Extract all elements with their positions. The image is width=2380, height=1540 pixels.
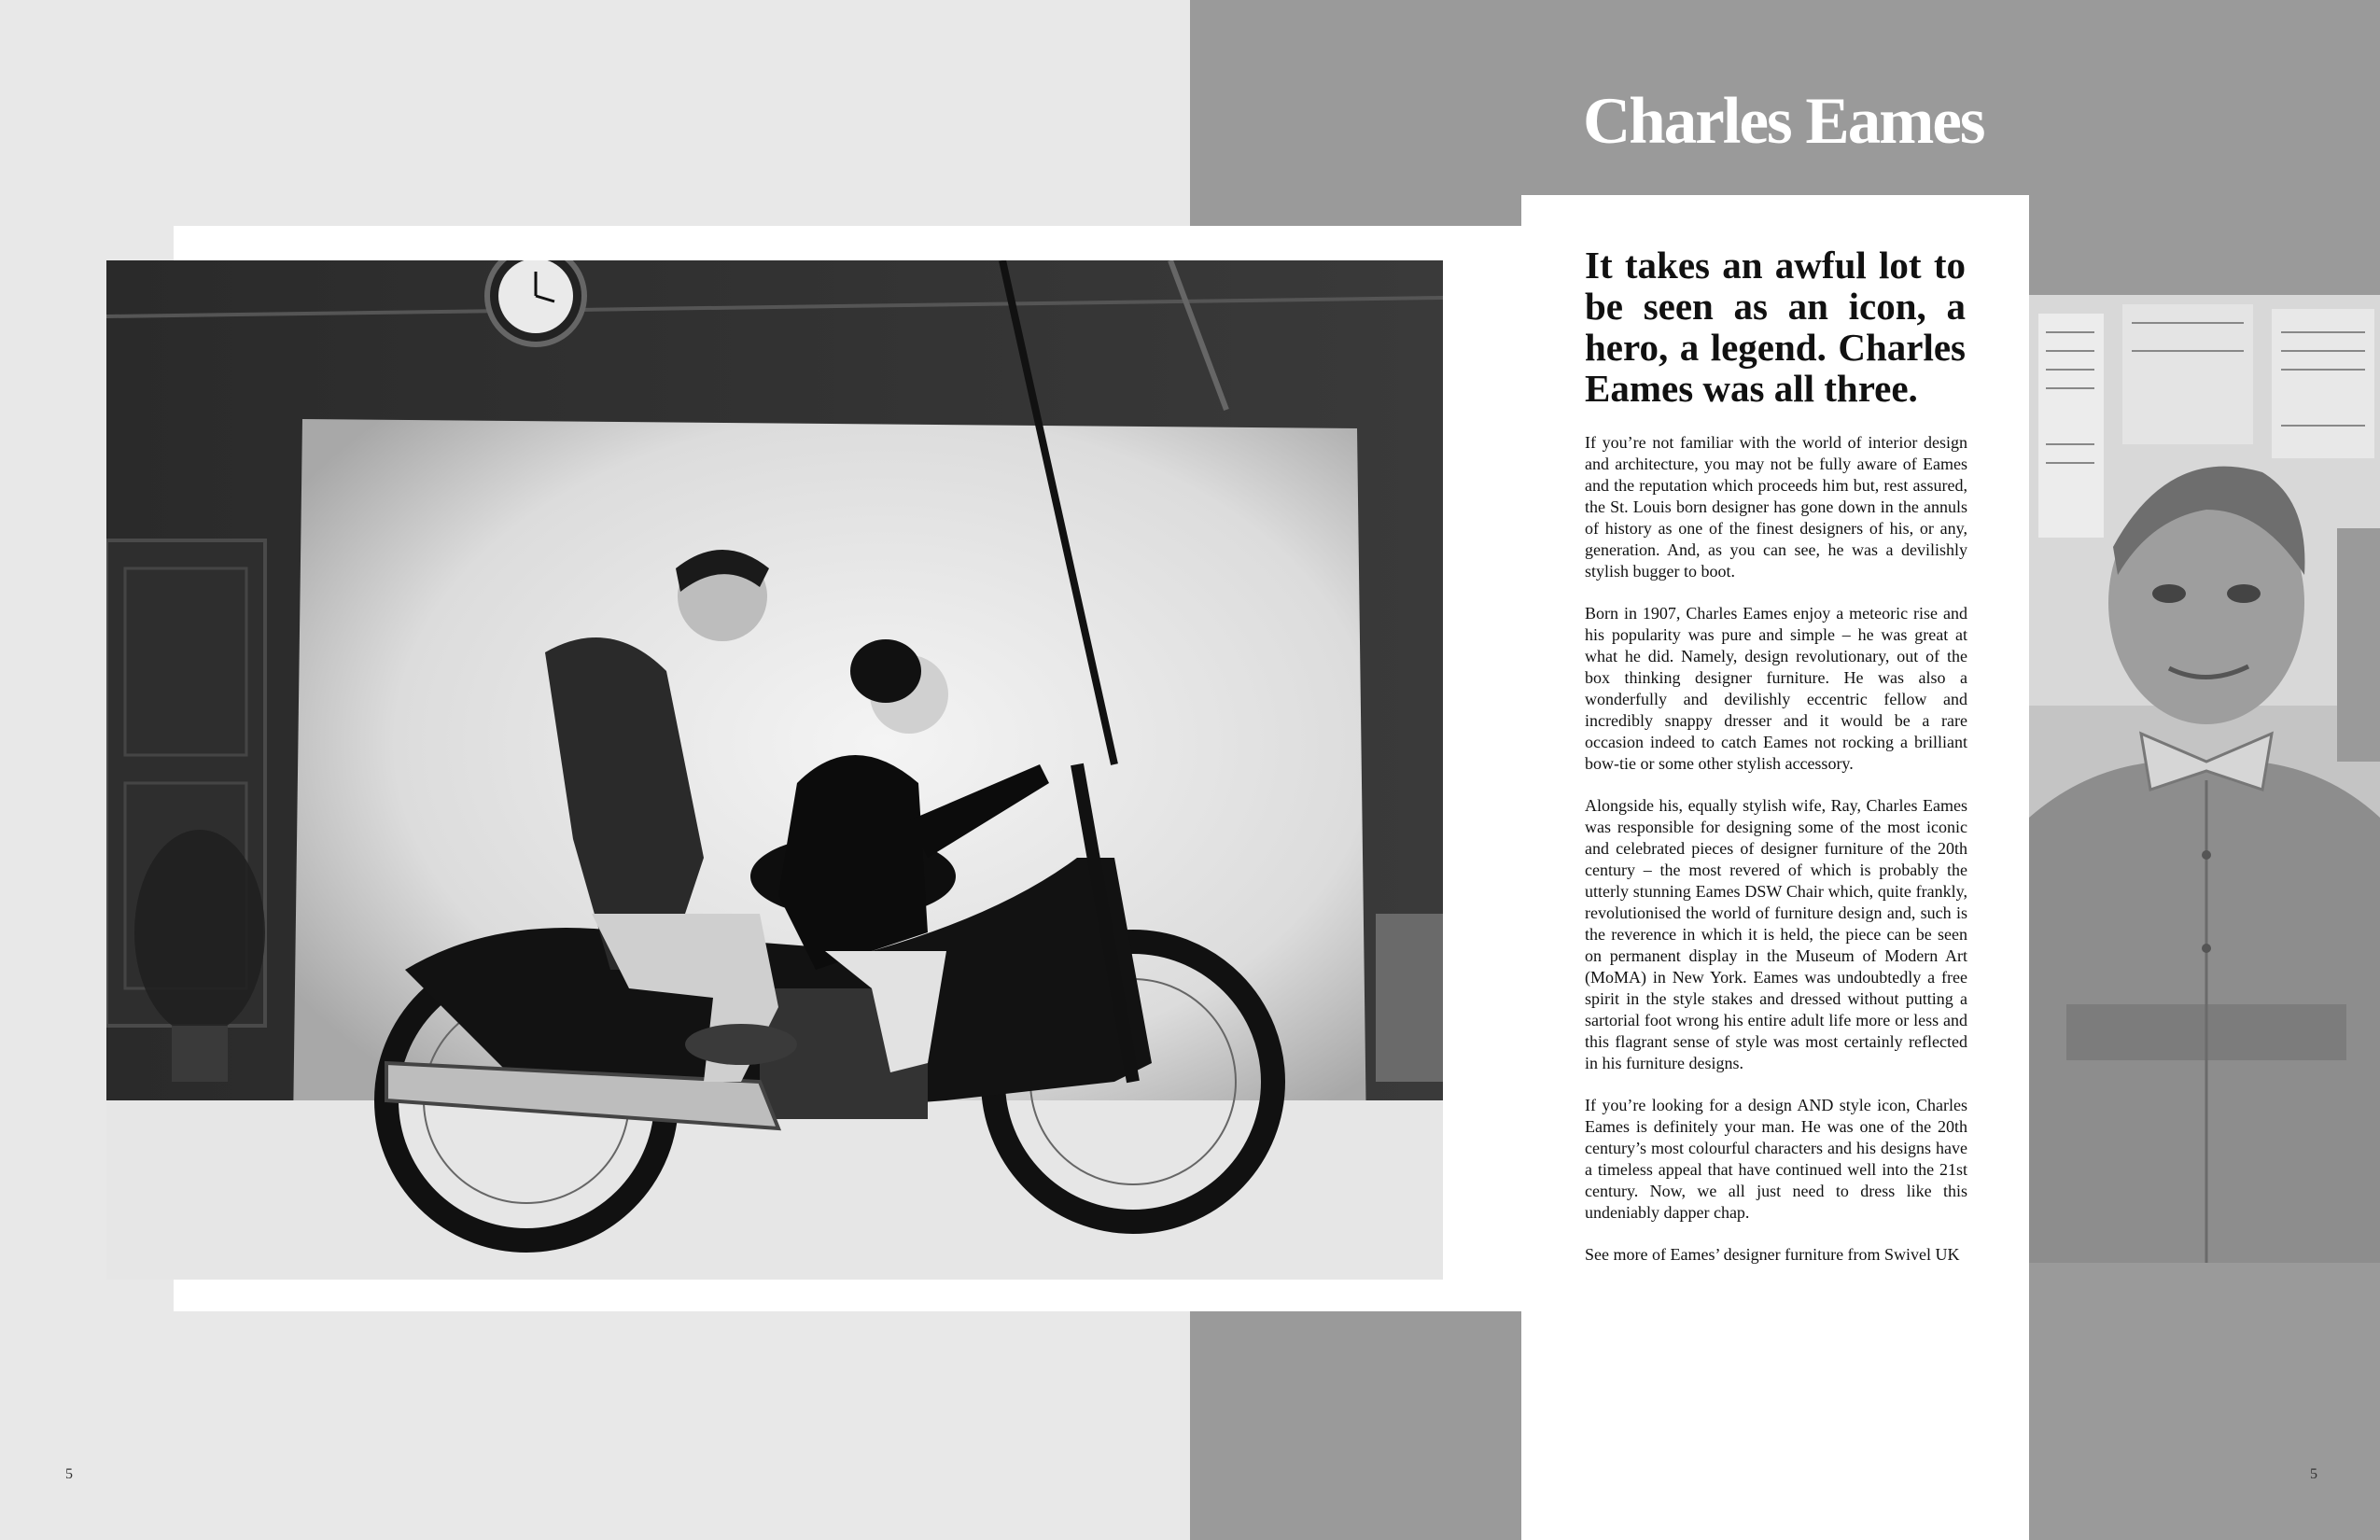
page-number-left: 5 (65, 1466, 73, 1482)
article-body (1585, 432, 1967, 1286)
portrait-photo (2029, 295, 2380, 1263)
paragraph-3: Alongside his, equally stylish wife, Ray, Charles Eames was responsible for designing some of the most iconic and celebrated pieces of designer furniture of the 20th century – the most revered of which is probably the utterly stunning Eames DSW Chair which, quite frankly, revolutionised the world of furniture design and, such is the reverence in which it is held, the piece can be seen on permanent display in the Museum of Modern Art (MoMA) in New York. Eames was undoubtedly a free spirit in the style stakes and dressed without putting a sartorial foot wrong his entire adult life more or less and this flagrant sense of style was most certainly reflected in his furniture designs. (1585, 796, 1967, 1072)
paragraph-1: If you’re not familiar with the world of interior design and architecture, you may not be fully aware of Eames and the reputation which proceeds him but, rest assured, the St. Louis born designer has gone down in the annuls of history as one of the finest designers of his, or any, generation. And, as you can see, he was a devilishly stylish bugger to boot. (1585, 433, 1967, 581)
page-number-right: 5 (2310, 1466, 2317, 1482)
paragraph-5: See more of Eames’ designer furniture from Swivel UK (1585, 1245, 1960, 1264)
motorcycle-photo (106, 260, 1443, 1280)
page-title: Charles Eames (1583, 85, 1984, 158)
article-headline: It takes an awful lot to be seen as an icon, a hero, a legend. Charles Eames was all three. (1585, 244, 1966, 410)
paragraph-4: If you’re looking for a design AND style icon, Charles Eames is definitely your man. He was one of the 20th century’s most colourful characters and his designs have a timeless appeal that have continued well into the 21st century. Now, we all just need to dress like this undeniably dapper chap. (1585, 1096, 1967, 1222)
paragraph-2: Born in 1907, Charles Eames enjoy a meteoric rise and his popularity was pure and simple – he was great at what he did. Namely, design revolutionary, out of the box thinking designer furniture. He was also a wonderfully and devilishly eccentric fellow and incredibly snappy dresser and it would be a rare occasion indeed to catch Eames not rocking a brilliant bow-tie or some other stylish accessory. (1585, 604, 1967, 773)
